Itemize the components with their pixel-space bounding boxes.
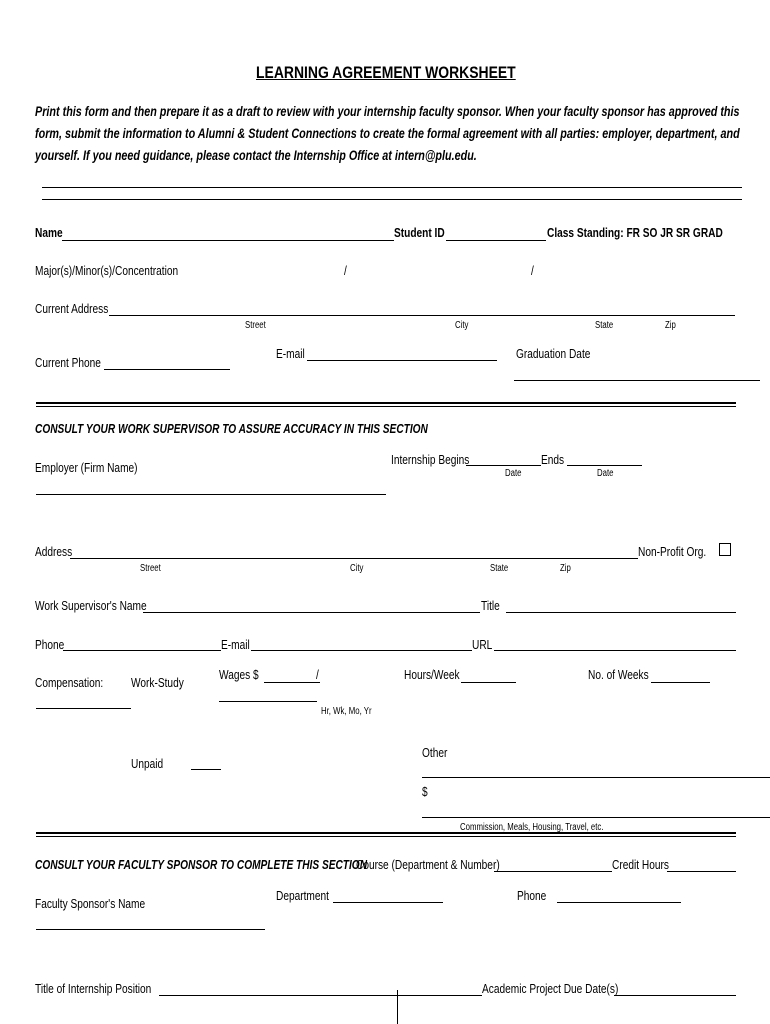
no-weeks-label: No. of Weeks <box>588 667 649 682</box>
department-label: Department <box>276 888 329 903</box>
supervisor-section-heading: CONSULT YOUR WORK SUPERVISOR TO ASSURE ACCURACY IN THIS SECTION <box>35 421 428 436</box>
begins-date-field[interactable] <box>466 465 541 466</box>
ends-date-field[interactable] <box>567 465 642 466</box>
email-label: E-mail <box>276 346 305 361</box>
intro-line-2: form, submit the information to Alumni & Student Connections to create the formal agreement with all parties: employer, department, and <box>35 126 740 141</box>
position-title-field[interactable] <box>159 995 482 996</box>
student-id-label: Student ID <box>394 225 445 240</box>
credit-hours-field[interactable] <box>667 871 736 872</box>
address-field[interactable] <box>70 558 638 559</box>
email-label: E-mail <box>221 637 250 652</box>
page-title: LEARNING AGREEMENT WORKSHEET <box>256 63 516 82</box>
email-field[interactable] <box>307 360 497 361</box>
date-caption: Date <box>597 468 614 479</box>
unpaid-field[interactable] <box>191 769 221 770</box>
current-address-label: Current Address <box>35 301 109 316</box>
divider-line <box>42 187 742 188</box>
faculty-sponsor-label: Faculty Sponsor's Name <box>35 896 146 911</box>
course-label: Course (Department & Number) <box>356 857 500 872</box>
name-label: Name <box>35 225 63 240</box>
city-caption: City <box>350 563 364 574</box>
non-profit-label: Non-Profit Org. <box>638 544 707 559</box>
intro-line-3: yourself. If you need guidance, please contact the Internship Office at intern@plu.edu. <box>35 148 477 163</box>
divider-line <box>397 990 398 1024</box>
compensation-label: Compensation: <box>35 675 104 690</box>
current-phone-field[interactable] <box>104 369 230 370</box>
faculty-section-heading: CONSULT YOUR FACULTY SPONSOR TO COMPLETE THIS SECTION <box>35 857 368 872</box>
date-caption: Date <box>505 468 522 479</box>
majors-separator: / <box>344 263 347 278</box>
email-field[interactable] <box>251 650 472 651</box>
wage-units-caption: Hr, Wk, Mo, Yr <box>321 706 372 717</box>
internship-begins-label: Internship Begins <box>391 452 470 467</box>
graduation-date-field[interactable] <box>514 380 760 381</box>
non-profit-checkbox[interactable] <box>719 543 731 556</box>
other-dollar-label: $ <box>422 784 428 799</box>
class-standing-label: Class Standing: FR SO JR SR GRAD <box>547 225 723 240</box>
faculty-phone-label: Phone <box>517 888 547 903</box>
wages-period-field[interactable] <box>219 701 317 702</box>
unpaid-label: Unpaid <box>131 756 164 771</box>
wages-field[interactable] <box>264 682 320 683</box>
due-dates-field[interactable] <box>614 995 736 996</box>
current-address-field[interactable] <box>109 315 735 316</box>
divider-line <box>42 199 742 200</box>
supervisor-name-label: Work Supervisor's Name <box>35 598 147 613</box>
faculty-phone-field[interactable] <box>557 902 681 903</box>
supervisor-title-field[interactable] <box>506 612 736 613</box>
supervisor-title-label: Title <box>481 598 500 613</box>
current-phone-label: Current Phone <box>35 355 101 370</box>
hours-week-label: Hours/Week <box>404 667 460 682</box>
graduation-date-label: Graduation Date <box>516 346 591 361</box>
state-caption: State <box>490 563 509 574</box>
section-divider <box>36 402 736 404</box>
street-caption: Street <box>140 563 161 574</box>
wages-separator: / <box>316 667 319 682</box>
other-label: Other <box>422 745 448 760</box>
city-caption: City <box>455 320 469 331</box>
ends-label: Ends <box>541 452 565 467</box>
name-field[interactable] <box>62 240 394 241</box>
compensation-field[interactable] <box>36 708 131 709</box>
due-dates-label: Academic Project Due Date(s) <box>482 981 619 996</box>
zip-caption: Zip <box>665 320 676 331</box>
employer-field[interactable] <box>36 494 386 495</box>
address-label: Address <box>35 544 73 559</box>
intro-line-1: Print this form and then prepare it as a draft to review with your internship faculty sponsor. When your faculty sponsor has approved this <box>35 104 740 119</box>
majors-label: Major(s)/Minor(s)/Concentration <box>35 263 179 278</box>
majors-separator: / <box>531 263 534 278</box>
hours-week-field[interactable] <box>461 682 516 683</box>
state-caption: State <box>595 320 614 331</box>
url-field[interactable] <box>494 650 736 651</box>
other-field[interactable] <box>422 777 770 778</box>
work-study-label: Work-Study <box>131 675 184 690</box>
url-label: URL <box>472 637 493 652</box>
supervisor-name-field[interactable] <box>143 612 480 613</box>
no-weeks-field[interactable] <box>651 682 710 683</box>
phone-label: Phone <box>35 637 65 652</box>
position-title-label: Title of Internship Position <box>35 981 152 996</box>
employer-label: Employer (Firm Name) <box>35 460 138 475</box>
section-divider <box>36 406 736 407</box>
other-note-caption: Commission, Meals, Housing, Travel, etc. <box>460 822 604 833</box>
wages-label: Wages $ <box>219 667 259 682</box>
zip-caption: Zip <box>560 563 571 574</box>
student-id-field[interactable] <box>446 240 546 241</box>
department-field[interactable] <box>333 902 443 903</box>
faculty-sponsor-field[interactable] <box>36 929 265 930</box>
street-caption: Street <box>245 320 266 331</box>
phone-field[interactable] <box>63 650 221 651</box>
section-divider <box>36 836 736 837</box>
course-field[interactable] <box>494 871 612 872</box>
credit-hours-label: Credit Hours <box>612 857 669 872</box>
other-amount-field[interactable] <box>422 817 770 818</box>
section-divider <box>36 832 736 834</box>
